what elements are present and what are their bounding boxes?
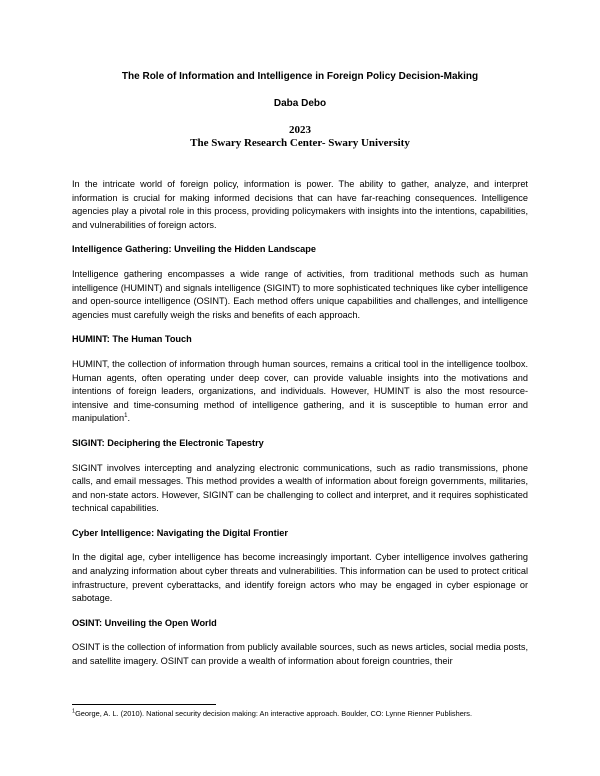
humint-paragraph-end: .	[127, 413, 131, 424]
footnote	[72, 709, 502, 720]
document-body	[72, 178, 528, 680]
document-affiliation: The Swary Research Center- Swary University	[190, 137, 410, 149]
section-paragraph-humint	[72, 358, 528, 426]
section-paragraph-sigint: SIGINT involves intercepting and analyzing electronic communications, such as radio transmissions, phone calls, and email messages. This method provides a wealth of information about foreign governments, militaries, and non-state actors. However, SIGINT can be challenging to collect and interpret, and it requires sophisticated technical capabilities.	[72, 462, 528, 514]
section-paragraph-intelligence-gathering: Intelligence gathering encompasses a wide range of activities, from traditional methods such as human intelligence (HUMINT) and signals intelligence (SIGINT) to more sophisticated techniques like cyber intelligence and open-source intelligence (OSINT). Each method offers unique capabilities and challenges, and intelligence agencies must carefully weigh the risks and benefits of each approach.	[72, 268, 528, 320]
humint-paragraph-text: HUMINT, the collection of information through human sources, remains a critical tool in the intelligence toolbox. Human agents, often operating under deep cover, can provide valuable insights into the motivations and intentions of foreign leaders, organizations, and individuals. However, HUMINT is also the most resource-intensive and time-consuming method of intelligence gathering, and it is susceptible to human error and manipulation	[72, 358, 528, 424]
footnote-divider	[72, 704, 216, 705]
section-paragraph-cyber-intelligence: In the digital age, cyber intelligence has become increasingly important. Cyber intelligence involves gathering and analyzing information about cyber threats and vulnerabilities. This information can be used to protect critical infrastructure, prevent cyberattacks, and identify foreign actors who may be engaged in cyber espionage or sabotage.	[72, 552, 528, 604]
document-author: Daba Debo	[273, 98, 327, 109]
section-heading-intelligence-gathering: Intelligence Gathering: Unveiling the Hidden Landscape	[72, 244, 317, 255]
intro-paragraph: In the intricate world of foreign policy, information is power. The ability to gather, analyze, and interpret information is crucial for making informed decisions that can have far-reaching consequences. Intelligence agencies play a pivotal role in this process, providing policymakers with insights into the intentions, capabilities, and vulnerabilities of foreign actors.	[72, 179, 528, 230]
section-heading-humint: HUMINT: The Human Touch	[72, 334, 192, 345]
document-year: 2023	[289, 124, 311, 136]
document-title: The Role of Information and Intelligence in Foreign Policy Decision-Making	[121, 71, 479, 82]
section-paragraph-osint: OSINT is the collection of information from publicly available sources, such as news articles, social media posts, and satellite imagery. OSINT can provide a wealth of information about foreign countries, their	[72, 642, 528, 667]
section-heading-cyber-intelligence: Cyber Intelligence: Navigating the Digital Frontier	[72, 527, 288, 538]
section-heading-osint: OSINT: Unveiling the Open World	[72, 617, 217, 628]
footnote-reference: 1	[124, 413, 128, 420]
footnote-text: George, A. L. (2010). National security decision making: An interactive approach. Boulder, CO: Lynne Rienner Publishers.	[75, 709, 473, 718]
footnote-marker: 1	[72, 708, 76, 715]
section-heading-sigint: SIGINT: Deciphering the Electronic Tapestry	[72, 437, 264, 448]
